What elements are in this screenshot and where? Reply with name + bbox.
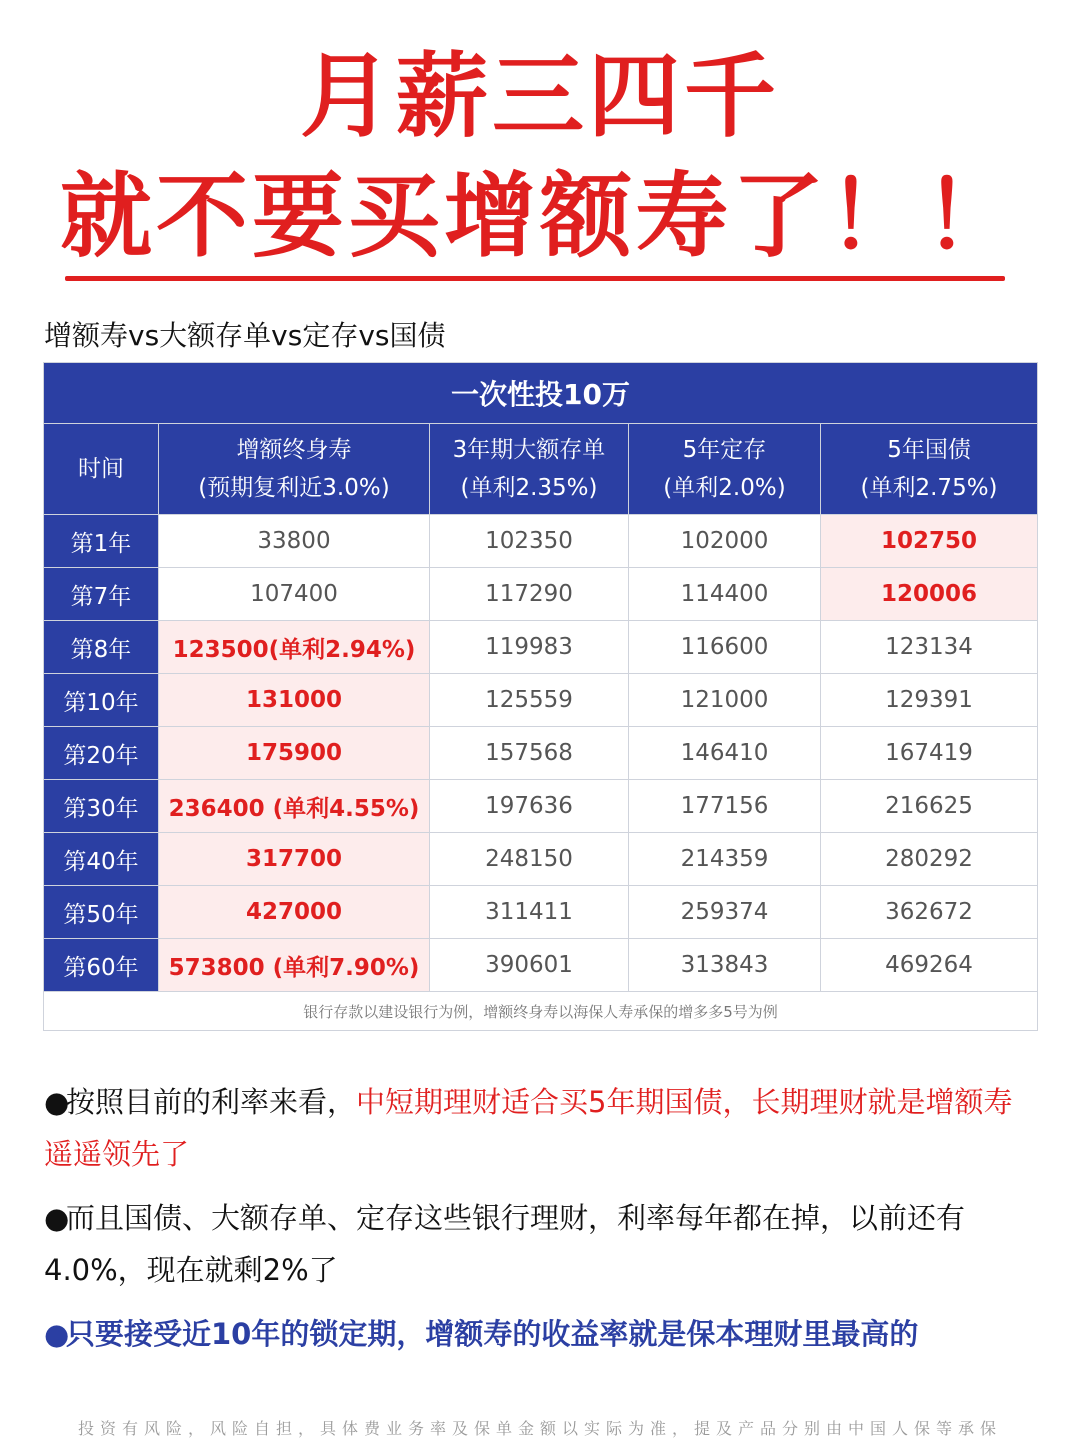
cell-large-deposit: 197636 — [430, 780, 629, 833]
cell-treasury-bond: 123134 — [821, 621, 1038, 674]
paragraph-1-text: 按照目前的利率来看， — [66, 1085, 357, 1119]
row-year: 第50年 — [44, 886, 159, 939]
paragraph-2 — [44, 1192, 1039, 1296]
header-label: 5年国债 — [887, 437, 971, 463]
paragraph-3-text: 只要接受近10年的锁定期，增额寿的收益率就是保本理财里最高的 — [66, 1317, 919, 1351]
table-row — [44, 833, 1038, 886]
header-time — [44, 424, 159, 515]
header-label: 时间 — [78, 456, 124, 482]
main-title-line1: 月薪三四千 — [299, 43, 780, 150]
cell-treasury-bond: 129391 — [821, 674, 1038, 727]
table-row — [44, 939, 1038, 992]
header-treasury-bond — [821, 424, 1038, 515]
comparison-subtitle: 增额寿vs大额存单vs定存vs国债 — [44, 319, 446, 352]
paragraph-3 — [44, 1308, 1039, 1360]
cell-fixed-deposit: 102000 — [629, 515, 821, 568]
row-year: 第30年 — [44, 780, 159, 833]
cell-insurance: 131000 — [159, 674, 430, 727]
row-year: 第7年 — [44, 568, 159, 621]
bullet-icon: ● — [44, 1317, 70, 1351]
cell-fixed-deposit: 146410 — [629, 727, 821, 780]
cell-treasury-bond: 469264 — [821, 939, 1038, 992]
comparison-table — [43, 362, 1038, 1031]
table-note-row — [44, 992, 1038, 1031]
cell-treasury-bond: 167419 — [821, 727, 1038, 780]
row-year: 第40年 — [44, 833, 159, 886]
cell-insurance: 107400 — [159, 568, 430, 621]
header-label: 5年定存 — [682, 437, 767, 463]
table-header-row — [44, 424, 1038, 515]
header-rate: (预期复利近3.0%) — [198, 475, 390, 501]
cell-insurance: 236400 (单利4.55%) — [159, 780, 430, 833]
cell-fixed-deposit: 121000 — [629, 674, 821, 727]
header-label: 增额终身寿 — [236, 437, 352, 463]
cell-fixed-deposit: 114400 — [629, 568, 821, 621]
bullet-icon: ● — [44, 1085, 70, 1119]
cell-insurance: 427000 — [159, 886, 430, 939]
cell-treasury-bond: 216625 — [821, 780, 1038, 833]
cell-fixed-deposit: 116600 — [629, 621, 821, 674]
bullet-icon: ● — [44, 1201, 70, 1235]
cell-large-deposit: 248150 — [430, 833, 629, 886]
cell-large-deposit: 102350 — [430, 515, 629, 568]
header-label: 3年期大额存单 — [452, 437, 606, 463]
cell-treasury-bond: 120006 — [821, 568, 1038, 621]
row-year: 第20年 — [44, 727, 159, 780]
cell-treasury-bond: 362672 — [821, 886, 1038, 939]
cell-insurance: 317700 — [159, 833, 430, 886]
table-row — [44, 780, 1038, 833]
paragraph-1-highlight: 中短期理财适合买5年期国债，长期理财就是增额寿遥遥领先了 — [44, 1085, 1013, 1171]
row-year: 第10年 — [44, 674, 159, 727]
cell-treasury-bond: 280292 — [821, 833, 1038, 886]
cell-insurance: 573800 (单利7.90%) — [159, 939, 430, 992]
cell-large-deposit: 119983 — [430, 621, 629, 674]
header-fixed-deposit — [629, 424, 821, 515]
header-large-deposit — [430, 424, 629, 515]
table-row — [44, 727, 1038, 780]
paragraph-1 — [44, 1076, 1039, 1180]
paragraph-2-text: 而且国债、大额存单、定存这些银行理财，利率每年都在掉，以前还有4.0%，现在就剩2%了 — [44, 1201, 966, 1287]
cell-large-deposit: 125559 — [430, 674, 629, 727]
main-title-line2: 就不要买增额寿了！！ — [59, 163, 1020, 270]
row-year: 第60年 — [44, 939, 159, 992]
row-year: 第8年 — [44, 621, 159, 674]
table-caption-row — [44, 363, 1038, 424]
header-rate: (单利2.35%) — [460, 475, 598, 501]
table-row — [44, 515, 1038, 568]
cell-fixed-deposit: 177156 — [629, 780, 821, 833]
cell-insurance: 123500(单利2.94%) — [159, 621, 430, 674]
table-row — [44, 674, 1038, 727]
cell-fixed-deposit: 259374 — [629, 886, 821, 939]
table-row — [44, 568, 1038, 621]
cell-large-deposit: 390601 — [430, 939, 629, 992]
header-rate: (单利2.75%) — [860, 475, 998, 501]
title-divider — [65, 276, 1005, 281]
cell-fixed-deposit: 214359 — [629, 833, 821, 886]
table-row — [44, 621, 1038, 674]
cell-large-deposit: 117290 — [430, 568, 629, 621]
header-rate: (单利2.0%) — [663, 475, 786, 501]
header-insurance — [159, 424, 430, 515]
cell-large-deposit: 311411 — [430, 886, 629, 939]
cell-insurance: 175900 — [159, 727, 430, 780]
table-row — [44, 886, 1038, 939]
cell-fixed-deposit: 313843 — [629, 939, 821, 992]
table-footnote: 银行存款以建设银行为例，增额终身寿以海保人寿承保的增多多5号为例 — [44, 992, 1038, 1031]
cell-large-deposit: 157568 — [430, 727, 629, 780]
cell-insurance: 33800 — [159, 515, 430, 568]
cell-treasury-bond: 102750 — [821, 515, 1038, 568]
risk-disclaimer: 投资有风险，风险自担，具体费业务率及保单金额以实际为准，提及产品分别由中国人保等承保 — [77, 1419, 1002, 1438]
row-year: 第1年 — [44, 515, 159, 568]
table-caption: 一次性投10万 — [44, 363, 1038, 424]
